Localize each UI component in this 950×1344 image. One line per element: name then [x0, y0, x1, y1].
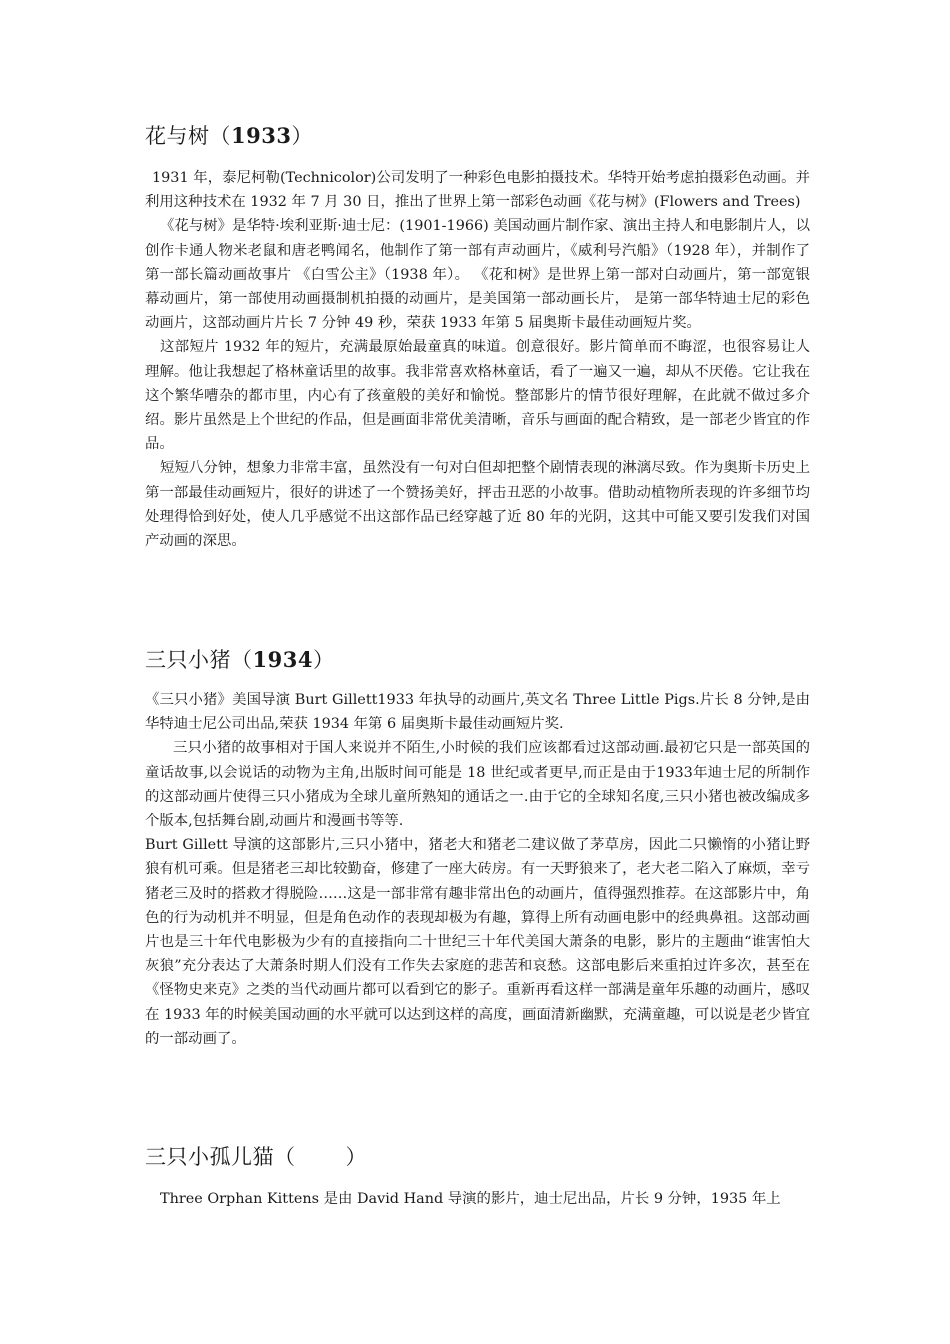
section-title-three-little-pigs — [145, 646, 334, 674]
title-text: 三只小猪（ — [145, 648, 253, 672]
title-year: 1933 — [231, 123, 292, 148]
title-text: 花与树（ — [145, 124, 231, 148]
paragraph: 这部短片 1932 年的短片，充满最原始最童真的味道。创意很好。影片简单而不晦涩，也很容易让人理解。他让我想起了格林童话里的故事。我非常喜欢格林童话，看了一遍又一遍，却从不厌倦。它让我在这个繁华嘈杂的都市里，内心有了孩童般的美好和愉悦。整部影片的情节很好理解，在此就不做过多介绍。影片虽然是上个世纪的作品，但是画面非常优美清晰，音乐与画面的配合精致，是一部老少皆宜的作品。 — [145, 339, 810, 453]
section-body-three-little-pigs — [145, 688, 810, 1051]
section-body-flowers-and-trees — [145, 166, 810, 553]
paragraph: Burt Gillett 导演的这部影片,三只小猪中，猪老大和猪老二建议做了茅草房，因此二只懒惰的小猪让野狼有机可乘。但是猪老三却比较勤奋，修建了一座大砖房。有一天野狼来了，老大老二陷入了麻烦，幸亏猪老三及时的搭救才得脱险……这是一部非常有趣非常出色的动画片，值得强烈推荐。在这部影片中，角色的行为动机并不明显，但是角色动作的表现却极为有趣，算得上所有动画电影中的经典鼻祖。这部动画片也是三十年代电影极为少有的直接指向二十世纪三十年代美国大萧条的电影，影片的主题曲“谁害怕大灰狼”充分表达了大萧条时期人们没有工作失去家庭的悲苦和哀愁。这部电影后来重拍过许多次，甚至在《怪物史来克》之类的当代动画片都可以看到它的影子。重新再看这样一部满是童年乐趣的动画片，感叹在 1933 年的时候美国动画的水平就可以达到这样的高度，画面清新幽默，充满童趣，可以说是老少皆宜的一部动画了。 — [145, 837, 810, 1047]
section-body-three-orphan-kittens — [145, 1187, 810, 1211]
paragraph: Three Orphan Kittens 是由 David Hand 导演的影片，迪士尼出品，片长 9 分钟，1935 年上 — [160, 1191, 781, 1207]
title-text: 三只小孤儿猫（ — [145, 1145, 296, 1169]
title-close: ） — [345, 1145, 367, 1169]
paragraph: 短短八分钟，想象力非常丰富，虽然没有一句对白但却把整个剧情表现的淋漓尽致。作为奥斯卡历史上第一部最佳动画短片，很好的讲述了一个赞扬美好，抨击丑恶的小故事。借助动植物所表现的许多细节均处理得恰到好处，使人几乎感觉不出这部作品已经穿越了近 80 年的光阴，这其中可能又要引发我们对国产动画的深思。 — [145, 460, 810, 550]
paragraph: 三只小猪的故事相对于国人来说并不陌生,小时候的我们应该都看过这部动画.最初它只是一部英国的童话故事,以会说话的动物为主角,出版时间可能是 18 世纪或者更早,而正是由于1933年迪士尼的所制作的这部动画片使得三只小猪成为全球儿童所熟知的通话之一.由于它的全球知名度,三只小猪也被改编成多个版本,包括舞台剧,动画片和漫画书等等. — [145, 740, 810, 830]
title-year: 1934 — [252, 647, 313, 672]
section-title-flowers-and-trees — [145, 122, 313, 150]
paragraph: 《花与树》是华特·埃利亚斯·迪士尼：(1901-1966) 美国动画片制作家、演出主持人和电影制片人，以创作卡通人物米老鼠和唐老鸭闻名，他制作了第一部有声动画片，《威利号汽船》（1928 年），并制作了第一部长篇动画故事片 《白雪公主》（1938 年）。 《花和树》是世界上第一部对白动画片，第一部宽银幕动画片，第一部使用动画摄制机拍摄的动画片，是美国第一部动画长片， 是第一部华特迪士尼的彩色动画片，这部动画片片长 7 分钟 49 秒，荣获 1933 年第 5 届奥斯卡最佳动画短片奖。 — [145, 218, 810, 332]
paragraph: 1931 年，泰尼柯勒(Technicolor)公司发明了一种彩色电影拍摄技术。华特开始考虑拍摄彩色动画。并利用这种技术在 1932 年 7 月 30 日，推出了世界上第一部彩色动画《花与树》(Flowers and Trees) — [145, 170, 810, 211]
section-title-three-orphan-kittens — [145, 1143, 367, 1171]
paragraph: 《三只小猪》美国导演 Burt Gillett1933 年执导的动画片,英文名 Three Little Pigs.片长 8 分钟,是由华特迪士尼公司出品,荣获 1934 年第 6 届奥斯卡最佳动画短片奖. — [145, 692, 810, 733]
title-close: ） — [291, 124, 313, 148]
title-close: ） — [312, 648, 335, 672]
